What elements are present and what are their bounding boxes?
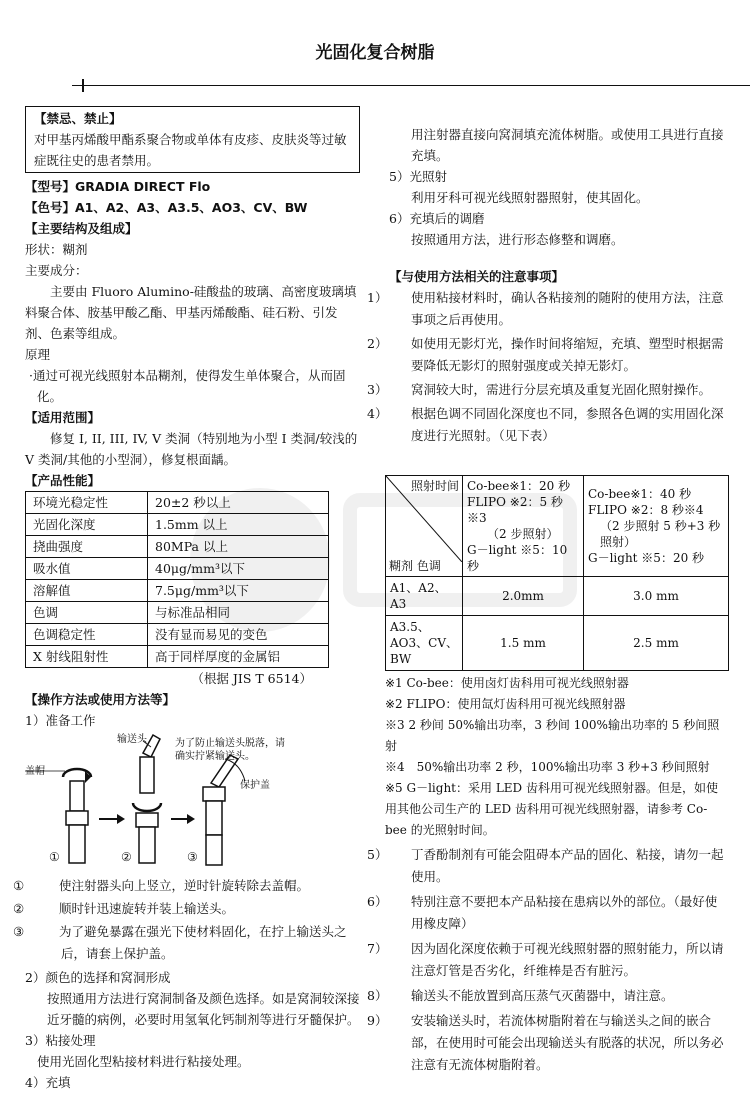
performance-value: 高于同样厚度的金属铝 <box>148 646 329 668</box>
depth-cell: 3.0 mm <box>584 577 729 616</box>
performance-value: 20±2 秒以上 <box>148 492 329 514</box>
footnotes <box>385 673 729 841</box>
note-item <box>367 287 729 331</box>
adjust-title: 6）充填后的调磨 <box>389 211 485 226</box>
performance-key: 挠曲强度 <box>26 536 148 558</box>
tip-label: 输送头 <box>117 734 147 745</box>
note-item-number: 5） <box>367 847 388 862</box>
form-line: 形状：糊剂 <box>25 242 88 257</box>
tip-note-2: 确实拧紧输送头。 <box>175 751 255 762</box>
operation-title: 【操作方法或使用方法等】 <box>25 692 176 707</box>
col2-line: （2 步照射 5 秒+3 秒照射） <box>600 519 721 549</box>
col1-line: Co-bee※1：20 秒 <box>467 479 571 493</box>
tip-note-1: 为了防止输送头脱落，请 <box>175 738 285 749</box>
table-corner-cell <box>386 476 463 577</box>
note-item <box>367 333 729 377</box>
color-title: 2）颜色的选择和窝洞形成 <box>25 970 171 985</box>
footnote: ※2 FLIPO：使用氙灯齿科用可视光线照射器 <box>385 697 626 711</box>
note-item-number: 3） <box>367 382 388 397</box>
performance-key: 色调 <box>26 602 148 624</box>
bond-title: 3）粘接处理 <box>25 1033 96 1048</box>
footnote: ※1 Co-bee：使用卤灯齿科用可视光线照射器 <box>385 676 629 690</box>
cover-label: 保护盖 <box>240 780 270 791</box>
performance-value: 1.5mm 以上 <box>148 514 329 536</box>
note-item <box>367 891 729 935</box>
step-item-number: ② <box>13 901 25 916</box>
notes-list <box>367 287 729 447</box>
scope-title: 【适用范围】 <box>25 410 101 425</box>
performance-key: 环境光稳定性 <box>26 492 148 514</box>
composition-text: 主要由 Fluoro Alumino-硅酸盐的玻璃、高密度玻璃填料聚合体、胺基甲酸乙酯、甲基丙烯酸酯、硅石粉、引发剂、色素等组成。 <box>25 284 357 341</box>
principle-text: ·通过可视光线照射本品糊剂，使得发生单体聚合，从而固化。 <box>29 368 346 404</box>
step-item-number: ③ <box>13 924 25 939</box>
performance-key: 光固化深度 <box>26 514 148 536</box>
performance-table <box>25 491 329 668</box>
syringe-figure <box>25 733 345 871</box>
figure-number-3: ③ <box>187 850 198 864</box>
performance-value: 80MPa 以上 <box>148 536 329 558</box>
step-item-text: 为了避免暴露在强光下使材料固化，在拧上输送头之后，请套上保护盖。 <box>59 924 347 961</box>
note-item-text: 如使用无影灯光，操作时间将缩短，充填、塑型时根据需要降低无影灯的照射强度或关掉无影灯。 <box>411 336 724 373</box>
note-item <box>367 938 729 982</box>
notes-list-continued <box>367 844 729 1076</box>
right-column <box>367 124 729 1076</box>
step-item <box>13 921 360 965</box>
performance-title: 【产品性能】 <box>25 473 101 488</box>
table-header-col1 <box>463 476 584 577</box>
performance-value: 40μg/mm³以下 <box>148 558 329 580</box>
step-item-text: 使注射器头向上竖立，逆时针旋转除去盖帽。 <box>59 878 310 893</box>
col2-line: Co-bee※1：40 秒 <box>588 487 692 501</box>
performance-value: 7.5μg/mm³以下 <box>148 580 329 602</box>
header-rule-tick <box>82 79 84 92</box>
adjust-text: 按照通用方法，进行形态修整和调磨。 <box>411 232 624 247</box>
col2-line: G－light ※5：20 秒 <box>588 551 705 565</box>
shade-cell: A1、A2、A3 <box>386 577 463 616</box>
figure-number-1: ① <box>49 850 60 864</box>
note-item <box>367 403 729 447</box>
note-item-text: 安装输送头时，若流体树脂附着在与输送头之间的嵌合部，在使用时可能会出现输送头有脱落的状况，所以务必注意有无流体树脂附着。 <box>411 1013 724 1072</box>
fill-title: 4）充填 <box>25 1075 71 1090</box>
note-item-text: 窝洞较大时，需进行分层充填及重复光固化照射操作。 <box>411 382 712 397</box>
note-item-number: 7） <box>367 941 388 956</box>
note-item-text: 因为固化深度依赖于可视光线照射器的照射能力，所以请注意灯管是否劣化，纤维棒是否有脏污。 <box>411 941 724 978</box>
preparation-title: 1）准备工作 <box>25 713 96 728</box>
table-header-col2 <box>584 476 729 577</box>
warning-box <box>25 106 360 173</box>
col1-line: G－light ※5：10 秒 <box>467 543 568 573</box>
note-item <box>367 844 729 888</box>
bond-text: 使用光固化型粘接材料进行粘接处理。 <box>37 1054 250 1069</box>
note-item-text: 特别注意不要把本产品粘接在患病以外的部位。（最好使用橡皮障） <box>411 894 718 931</box>
performance-row <box>26 514 329 536</box>
note-item-number: 2） <box>367 336 388 351</box>
light-title: 5）光照射 <box>389 169 447 184</box>
step-item-text: 顺时针迅速旋转并装上输送头。 <box>59 901 235 916</box>
page-title: 光固化复合树脂 <box>315 43 435 63</box>
note-item-number: 1） <box>367 290 388 305</box>
col2-line: FLIPO ※2：8 秒※4 <box>588 503 704 517</box>
performance-row <box>26 536 329 558</box>
figure-number-2: ② <box>121 850 132 864</box>
warning-title: 【禁忌、禁止】 <box>34 111 122 126</box>
performance-value: 没有显而易见的变色 <box>148 624 329 646</box>
color-text: 按照通用方法进行窝洞制备及颜色选择。如是窝洞较深接近牙髓的病例，必要时用氢氧化钙制剂等进行牙髓保护。 <box>47 991 360 1027</box>
depth-cell: 2.0mm <box>463 577 584 616</box>
performance-row <box>26 602 329 624</box>
note-item <box>367 379 729 401</box>
principle-title: 原理 <box>25 347 51 362</box>
scope-text: 修复 I, II, III, IV, V 类洞（特别地为小型 I 类洞/较浅的 V 类洞/其他的小型洞），修复根面龋。 <box>25 431 358 467</box>
model-line: 【型号】GRADIA DIRECT Flo <box>25 179 211 194</box>
light-text: 利用牙科可视光线照射器照射，使其固化。 <box>411 190 649 205</box>
footnote: ※5 G－light：采用 LED 齿科用可视光线照射器。但是，如使用其他公司生产的 LED 齿科用可视光线照射器，请参考 Co-bee 的光照射时间。 <box>385 781 718 837</box>
performance-source: （根据 JIS T 6514） <box>191 671 312 686</box>
curing-depth-table <box>385 475 729 671</box>
step-item-number: ① <box>13 878 25 893</box>
corner-top-label: 照射时间 <box>410 479 459 493</box>
performance-row <box>26 580 329 602</box>
performance-key: 色调稳定性 <box>26 624 148 646</box>
performance-key: 吸水值 <box>26 558 148 580</box>
structure-title: 【主要结构及组成】 <box>25 221 138 236</box>
table-row <box>386 616 729 671</box>
cap-label: 盖帽 <box>25 766 45 777</box>
col1-line: FLIPO ※2：5 秒※3 <box>467 495 563 525</box>
performance-key: 溶解值 <box>26 580 148 602</box>
warning-text: 对甲基丙烯酸甲酯系聚合物或单体有皮疹、皮肤炎等过敏症既往史的患者禁用。 <box>34 132 347 168</box>
note-item-number: 9） <box>367 1013 388 1028</box>
note-item-number: 6） <box>367 894 388 909</box>
left-column <box>13 106 360 1093</box>
step-item <box>13 875 360 897</box>
fill-text: 用注射器直接向窝洞填充流体树脂。或使用工具进行直接充填。 <box>411 127 724 163</box>
note-item-number: 8） <box>367 988 388 1003</box>
performance-row <box>26 646 329 668</box>
shade-cell: A3.5、AO3、CV、BW <box>386 616 463 671</box>
table-row <box>386 577 729 616</box>
corner-bottom-label: 糊剂 色调 <box>389 559 441 573</box>
preparation-steps <box>13 875 360 965</box>
shade-line: 【色号】A1、A2、A3、A3.5、AO3、CV、BW <box>25 200 308 215</box>
step-item <box>13 898 360 920</box>
note-item-text: 使用粘接材料时，确认各粘接剂的随附的使用方法，注意事项之后再使用。 <box>411 290 724 327</box>
note-item-number: 4） <box>367 406 388 421</box>
note-item-text: 丁香酚制剂有可能会阻碍本产品的固化、粘接，请勿一起使用。 <box>411 847 724 884</box>
performance-value: 与标准品相同 <box>148 602 329 624</box>
performance-key: X 射线阻射性 <box>26 646 148 668</box>
note-item-text: 输送头不能放置到高压蒸气灭菌器中，请注意。 <box>411 988 674 1003</box>
note-item-text: 根据色调不同固化深度也不同，参照各色调的实用固化深度进行光照射。（见下表） <box>411 406 724 443</box>
depth-cell: 1.5 mm <box>463 616 584 671</box>
col1-line: （2 步照射） <box>487 527 559 541</box>
depth-cell: 2.5 mm <box>584 616 729 671</box>
performance-row <box>26 558 329 580</box>
performance-row <box>26 624 329 646</box>
header-rule <box>72 85 750 86</box>
footnote: ※4 50%输出功率 2 秒，100%输出功率 3 秒+3 秒间照射 <box>385 760 710 774</box>
composition-title: 主要成分： <box>25 263 88 278</box>
footnote: ※3 2 秒间 50%输出功率，3 秒间 100%输出功率的 5 秒间照射 <box>385 718 720 753</box>
note-item <box>367 1010 729 1076</box>
note-item <box>367 985 729 1007</box>
performance-row <box>26 492 329 514</box>
notes-title: 【与使用方法相关的注意事项】 <box>389 269 565 284</box>
